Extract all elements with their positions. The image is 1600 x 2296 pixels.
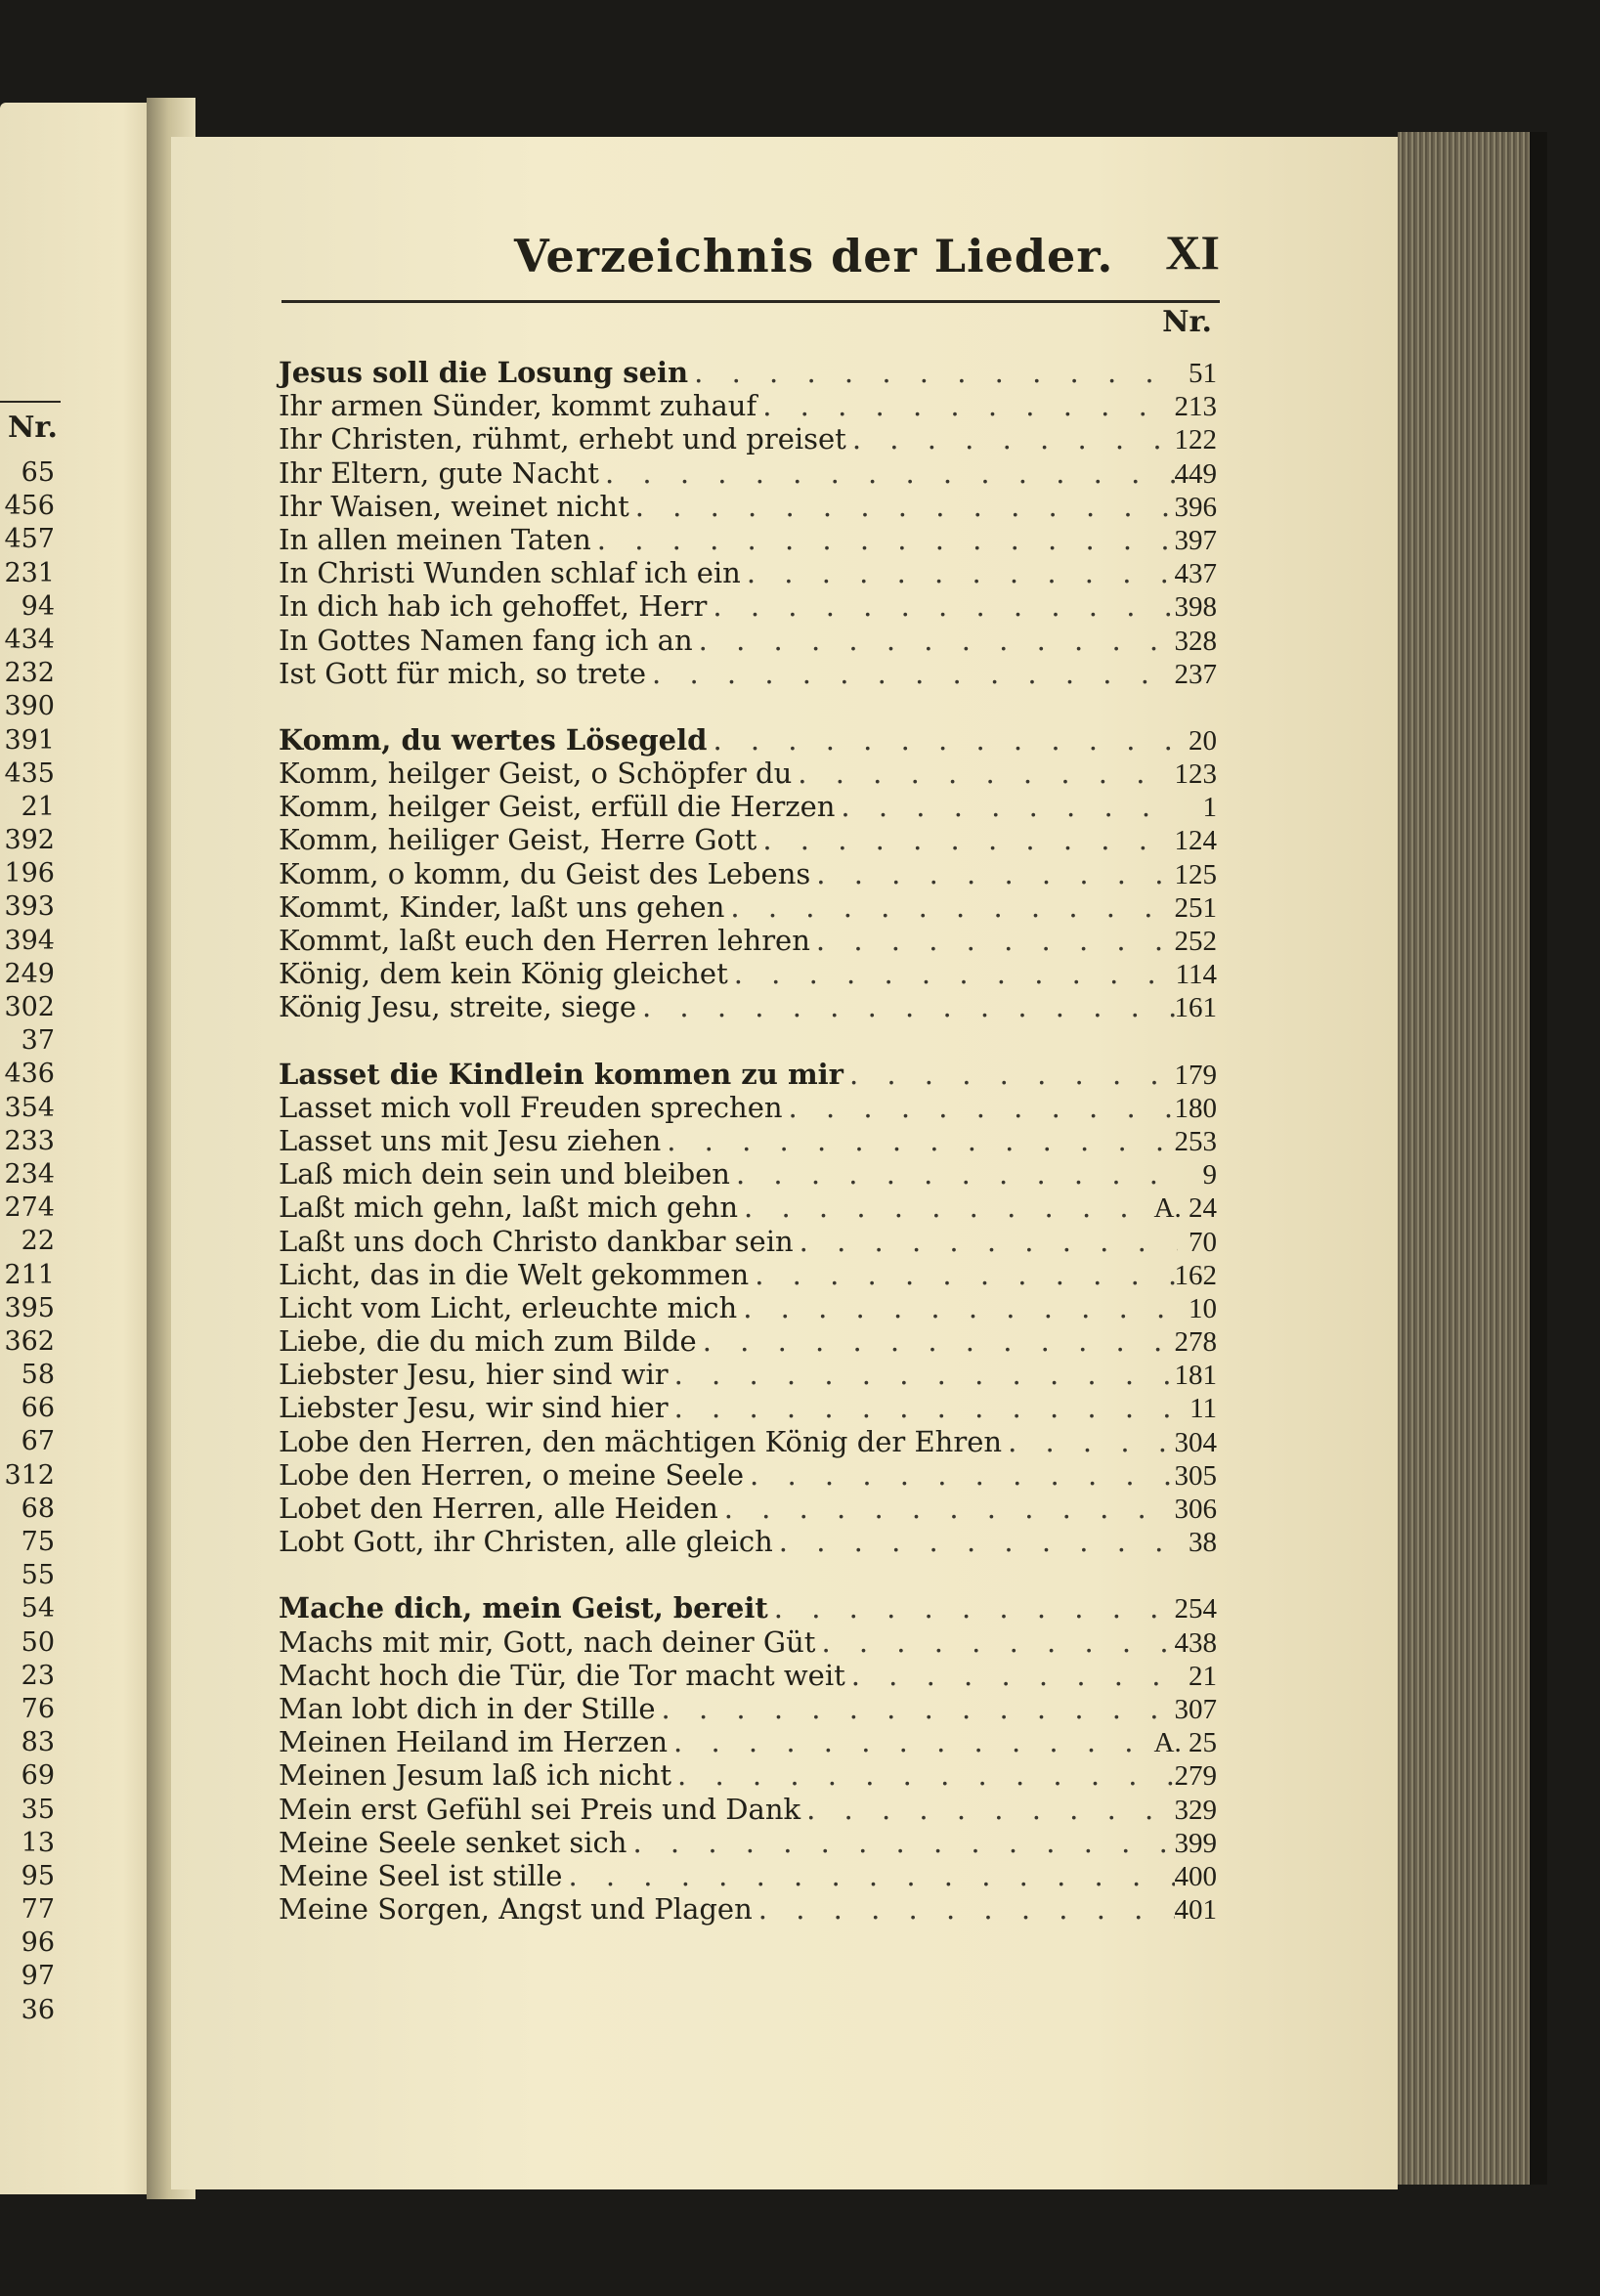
hymn-title: Liebster Jesu, hier sind wir (279, 1358, 669, 1392)
dot-leader (707, 589, 1174, 623)
left-column-heading: Nr. (8, 411, 58, 445)
hymn-number: 70 (1189, 1226, 1217, 1258)
left-number: 274 (4, 1192, 55, 1224)
left-number: 54 (21, 1593, 55, 1625)
left-number: 436 (4, 1059, 55, 1090)
left-number-column (0, 456, 55, 2027)
left-number: 391 (4, 724, 55, 756)
hymn-title: Komm, du wertes Lösegeld (279, 722, 708, 757)
hymn-title: Lasset die Kindlein kommen zu mir (279, 1057, 843, 1091)
left-header-rule (0, 401, 61, 403)
hymn-number: 10 (1189, 1292, 1217, 1324)
hymn-title: Laßt uns doch Christo dankbar sein (279, 1224, 794, 1258)
dot-leader (741, 556, 1175, 589)
dot-leader (646, 657, 1174, 690)
left-number: 234 (4, 1158, 55, 1190)
page-title: Verzeichnis der Lieder. (514, 230, 1114, 282)
hymn-number: 125 (1174, 858, 1217, 890)
index-entry (279, 1258, 1217, 1291)
dot-leader (627, 1826, 1174, 1859)
dot-leader (724, 890, 1174, 924)
hymn-number: 9 (1202, 1159, 1217, 1191)
hymn-title: Komm, o komm, du Geist des Lebens (279, 856, 811, 890)
index-entry (279, 1225, 1217, 1258)
hymn-number: 399 (1174, 1827, 1217, 1859)
hymn-title: König, dem kein König gleichet (279, 957, 728, 991)
dot-leader (768, 1591, 1175, 1625)
index-entry (279, 1291, 1217, 1324)
index-entry (279, 723, 1217, 757)
hymn-title: Man lobt dich in der Stille (279, 1691, 656, 1725)
hymn-title: Ihr Waisen, weinet nicht (279, 489, 629, 523)
index-entry (279, 1391, 1217, 1424)
hymn-number: 51 (1189, 358, 1217, 389)
index-entry (279, 924, 1217, 957)
hymn-title: Liebe, die du mich zum Bilde (279, 1324, 697, 1359)
index-group (279, 356, 1217, 690)
hymn-number: 449 (1174, 457, 1217, 490)
left-number: 76 (21, 1693, 55, 1724)
dot-leader (835, 790, 1178, 823)
dot-leader (800, 1793, 1174, 1826)
dot-leader (773, 1525, 1178, 1558)
left-number: 457 (4, 524, 55, 555)
left-number: 233 (4, 1125, 55, 1156)
hymn-number: 438 (1174, 1626, 1217, 1659)
hymn-title: Komm, heiliger Geist, Herre Gott (279, 823, 757, 857)
dot-leader (591, 523, 1175, 556)
dot-leader (843, 1058, 1175, 1091)
hymn-number: 237 (1174, 658, 1217, 690)
dot-leader (693, 624, 1175, 657)
index-entry (279, 1892, 1217, 1926)
hymn-title: Meine Sorgen, Angst und Plagen (279, 1892, 753, 1927)
left-number: 65 (21, 457, 55, 488)
hymn-number: 306 (1174, 1494, 1217, 1525)
index-entry (279, 1157, 1217, 1191)
left-number: 23 (21, 1660, 55, 1691)
left-number: 94 (21, 590, 55, 622)
dot-leader (846, 422, 1175, 455)
left-number: 362 (4, 1325, 55, 1357)
hymn-title: Meinen Heiland im Herzen (279, 1725, 669, 1759)
hymn-title: Licht, das in die Welt gekommen (279, 1257, 750, 1291)
index-entry (279, 1492, 1217, 1525)
hymn-number: 11 (1189, 1393, 1217, 1425)
index-entry (279, 957, 1217, 990)
hymn-number: 396 (1174, 491, 1217, 523)
dot-leader (562, 1859, 1174, 1892)
hymn-number: A. 25 (1153, 1727, 1217, 1759)
dot-leader (668, 1725, 1154, 1758)
index-group (279, 723, 1217, 1024)
running-header (281, 225, 1220, 288)
index-group (279, 1058, 1217, 1559)
hymn-number: 401 (1174, 1894, 1217, 1927)
hymn-number: 123 (1174, 758, 1217, 791)
hymn-title: Kommt, Kinder, laßt uns gehen (279, 889, 725, 924)
hymn-title: Komm, heilger Geist, o Schöpfer du (279, 757, 793, 791)
dot-leader (656, 1692, 1175, 1725)
hymn-number: 161 (1174, 992, 1217, 1024)
hymn-number: 180 (1174, 1092, 1217, 1124)
dot-leader (810, 857, 1174, 890)
hymn-title: Meinen Jesum laß ich nicht (279, 1758, 672, 1793)
index-entry (279, 1358, 1217, 1391)
index-entry (279, 589, 1217, 623)
hymn-title: Laß mich dein sein und bleiben (279, 1157, 730, 1191)
left-number: 392 (4, 825, 55, 856)
dot-leader (845, 1659, 1178, 1692)
index-group (279, 1591, 1217, 1926)
hymn-title: Kommt, laßt euch den Herren lehren (279, 924, 810, 957)
dot-leader (669, 1391, 1178, 1424)
left-number: 354 (4, 1092, 55, 1123)
hymn-number: 328 (1174, 625, 1217, 657)
hymn-number: 1 (1202, 792, 1217, 824)
index-entry (279, 1725, 1217, 1758)
left-number: 196 (4, 858, 55, 889)
hymn-title: Lobet den Herren, alle Heiden (279, 1492, 718, 1525)
index-entry (279, 1091, 1217, 1124)
hymn-number: 397 (1174, 524, 1217, 556)
hymn-title: Licht vom Licht, erleuchte mich (279, 1290, 738, 1324)
hymn-title: Macht hoch die Tür, die Tor macht weit (279, 1658, 845, 1692)
dot-leader (1002, 1425, 1174, 1458)
hymn-number: 307 (1174, 1693, 1217, 1725)
hymn-title: Mache dich, mein Geist, bereit (279, 1591, 768, 1625)
index-entry (279, 1425, 1217, 1458)
hymn-title: Lasset uns mit Jesu ziehen (279, 1123, 662, 1157)
page-edges (1398, 132, 1547, 2185)
hymn-title: Jesus soll die Losung sein (279, 356, 689, 389)
dot-leader (718, 1492, 1175, 1525)
left-number: 22 (21, 1226, 55, 1257)
hymn-title: Ist Gott für mich, so trete (279, 656, 647, 690)
hymn-title: Mein erst Gefühl sei Preis und Dank (279, 1792, 801, 1826)
left-number: 96 (21, 1928, 55, 1959)
index-entry (279, 757, 1217, 790)
hymn-title: Lobe den Herren, den mächtigen König der Ehren (279, 1424, 1003, 1458)
index-entry (279, 1525, 1217, 1558)
index-entry (279, 1591, 1217, 1625)
left-number: 55 (21, 1560, 55, 1591)
index-entry (279, 823, 1217, 856)
index-entry (279, 1191, 1217, 1224)
hymn-title: In Gottes Namen fang ich an (279, 623, 693, 657)
dot-leader (671, 1758, 1174, 1792)
column-heading: Nr. (1162, 305, 1212, 339)
left-number: 37 (21, 1025, 55, 1057)
index-entry (279, 1458, 1217, 1492)
hymn-number: 213 (1174, 391, 1217, 423)
index-entry (279, 389, 1217, 422)
hymn-title: Laßt mich gehn, laßt mich gehn (279, 1191, 739, 1225)
left-number: 249 (4, 958, 55, 989)
index-entry (279, 556, 1217, 589)
hymn-title: Meine Seel ist stille (279, 1858, 563, 1892)
hymn-title: In allen meinen Taten (279, 522, 591, 556)
hymn-title: Ihr Christen, rühmt, erhebt und preiset (279, 422, 846, 456)
hymn-title: Komm, heilger Geist, erfüll die Herzen (279, 790, 836, 824)
left-number: 312 (4, 1459, 55, 1491)
dot-leader (688, 356, 1178, 389)
hymn-index (279, 356, 1217, 1959)
index-entry (279, 857, 1217, 890)
header-rule (281, 300, 1220, 303)
hymn-number: 20 (1189, 724, 1217, 757)
dot-leader (728, 957, 1176, 990)
hymn-number: 304 (1174, 1426, 1217, 1458)
left-number: 69 (21, 1760, 55, 1792)
left-number: 456 (4, 491, 55, 522)
hymn-title: Ihr Eltern, gute Nacht (279, 455, 599, 490)
hymn-title: Ihr armen Sünder, kommt zuhauf (279, 389, 757, 423)
left-number: 231 (4, 557, 55, 588)
dot-leader (744, 1458, 1174, 1492)
left-number: 35 (21, 1794, 55, 1825)
left-number: 75 (21, 1527, 55, 1557)
index-entry (279, 624, 1217, 657)
dot-leader (636, 990, 1175, 1023)
left-number: 68 (21, 1493, 55, 1524)
hymn-number: 253 (1174, 1125, 1217, 1157)
left-number: 393 (4, 891, 55, 923)
hymn-number: 398 (1174, 591, 1217, 624)
dot-leader (697, 1324, 1175, 1358)
left-number: 66 (21, 1393, 55, 1424)
index-entry (279, 890, 1217, 924)
left-number: 36 (21, 1994, 55, 2025)
index-entry (279, 1793, 1217, 1826)
hymn-number: 162 (1174, 1259, 1217, 1291)
left-number: 58 (21, 1360, 55, 1391)
left-number: 390 (4, 691, 55, 722)
dot-leader (707, 723, 1178, 757)
index-entry (279, 1058, 1217, 1091)
left-number: 21 (21, 791, 55, 822)
dot-leader (792, 757, 1174, 790)
dot-leader (629, 490, 1175, 523)
hymn-number: 124 (1174, 825, 1217, 857)
hymn-title: König Jesu, streite, siege (279, 990, 636, 1024)
hymn-number: 254 (1174, 1593, 1217, 1625)
hymn-number: 179 (1174, 1059, 1217, 1091)
hymn-title: Meine Seele senket sich (279, 1825, 627, 1859)
dot-leader (599, 456, 1175, 490)
left-number: 77 (21, 1894, 55, 1926)
hymn-number: 114 (1175, 959, 1217, 991)
hymn-title: In Christi Wunden schlaf ich ein (279, 556, 741, 590)
dot-leader (815, 1625, 1174, 1659)
hymn-number: 400 (1174, 1860, 1217, 1892)
index-entry (279, 356, 1217, 389)
index-entry (279, 490, 1217, 523)
hymn-number: 278 (1174, 1326, 1217, 1359)
left-number: 435 (4, 758, 55, 789)
index-entry (279, 990, 1217, 1023)
index-entry (279, 456, 1217, 490)
hymn-number: 437 (1174, 558, 1217, 590)
dot-leader (730, 1157, 1178, 1191)
index-entry (279, 523, 1217, 556)
hymn-number: 329 (1174, 1794, 1217, 1826)
index-entry (279, 422, 1217, 455)
left-number: 13 (21, 1827, 55, 1858)
hymn-number: 279 (1174, 1760, 1217, 1793)
left-number: 232 (4, 658, 55, 689)
hymn-title: Machs mit mir, Gott, nach deiner Güt (279, 1625, 816, 1659)
left-number: 95 (21, 1860, 55, 1891)
dot-leader (738, 1191, 1154, 1224)
index-entry (279, 1324, 1217, 1358)
hymn-number: 122 (1174, 424, 1217, 456)
hymn-title: Liebster Jesu, wir sind hier (279, 1391, 669, 1425)
hymn-number: 305 (1174, 1459, 1217, 1492)
index-entry (279, 1625, 1217, 1659)
dot-leader (783, 1091, 1175, 1124)
left-number: 434 (4, 624, 55, 655)
left-number: 67 (21, 1426, 55, 1457)
left-number: 394 (4, 925, 55, 956)
hymn-number: 251 (1174, 891, 1217, 924)
index-entry (279, 1826, 1217, 1859)
hymn-title: Lasset mich voll Freuden sprechen (279, 1090, 783, 1124)
hymn-number: 252 (1174, 926, 1217, 957)
dot-leader (749, 1258, 1174, 1291)
hymn-number: 181 (1174, 1360, 1217, 1392)
dot-leader (810, 924, 1175, 957)
hymn-number: 21 (1189, 1660, 1217, 1692)
left-number: 211 (4, 1259, 55, 1290)
dot-leader (794, 1225, 1178, 1258)
page-number: XI (1165, 225, 1220, 280)
hymn-number: A. 24 (1153, 1192, 1217, 1225)
hymn-number: 38 (1189, 1527, 1217, 1559)
dot-leader (737, 1291, 1178, 1324)
dot-leader (753, 1892, 1175, 1926)
left-number: 50 (21, 1626, 55, 1658)
index-entry (279, 1692, 1217, 1725)
hymn-title: In dich hab ich gehoffet, Herr (279, 589, 708, 624)
hymn-title: Lobt Gott, ihr Christen, alle gleich (279, 1525, 773, 1559)
index-entry (279, 790, 1217, 823)
index-entry (279, 657, 1217, 690)
dot-leader (757, 823, 1174, 856)
hymn-title: Lobe den Herren, o meine Seele (279, 1457, 745, 1492)
dot-leader (757, 389, 1174, 422)
left-number: 395 (4, 1292, 55, 1323)
left-number: 97 (21, 1961, 55, 1992)
index-entry (279, 1124, 1217, 1157)
index-entry (279, 1758, 1217, 1792)
dot-leader (669, 1358, 1175, 1391)
left-number: 83 (21, 1727, 55, 1758)
dot-leader (661, 1124, 1174, 1157)
left-number: 302 (4, 992, 55, 1022)
index-entry (279, 1859, 1217, 1892)
index-entry (279, 1659, 1217, 1692)
